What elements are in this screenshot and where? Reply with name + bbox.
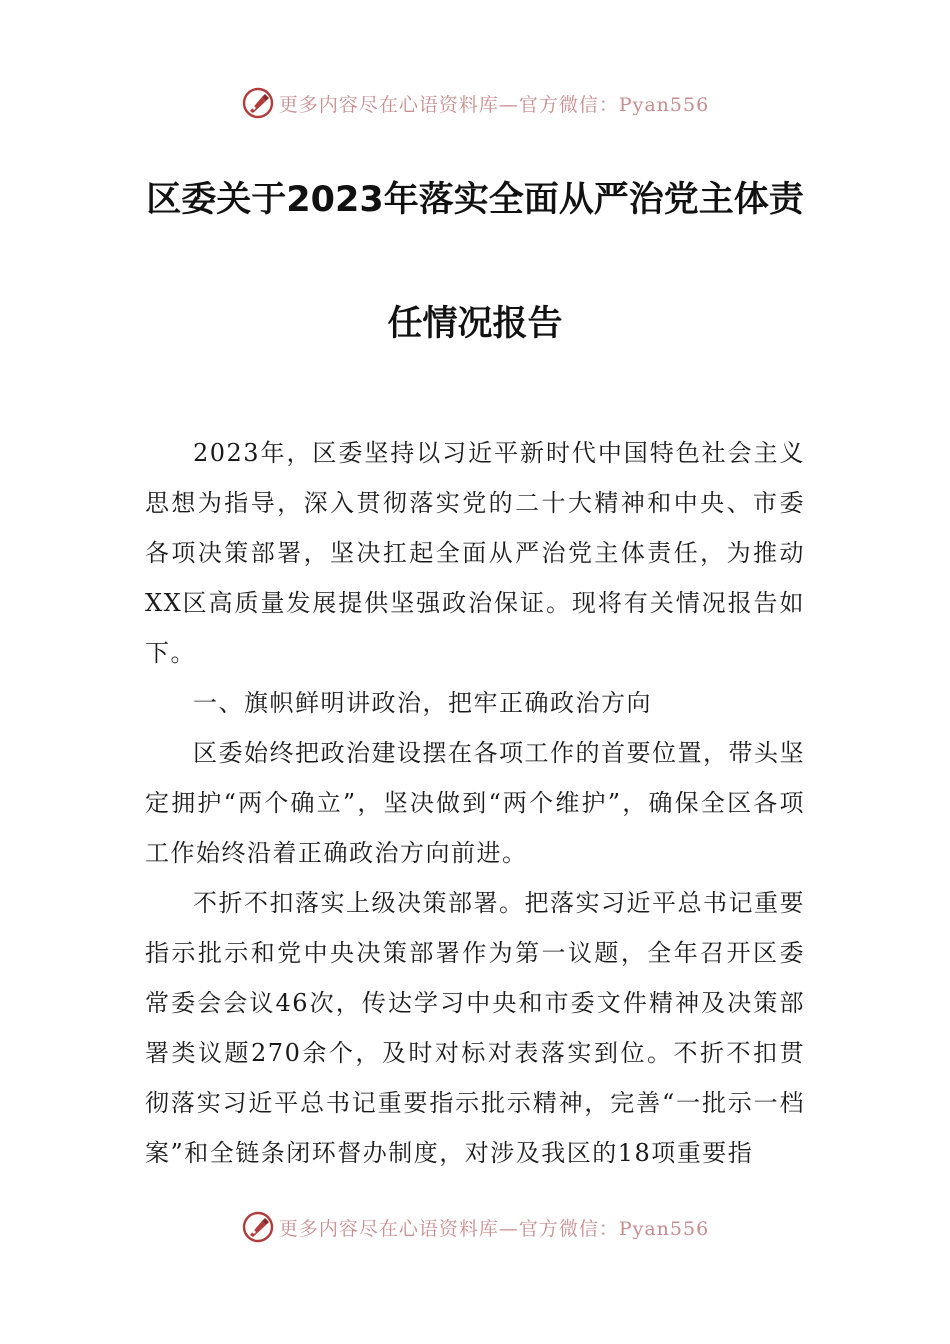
pen-nib-logo-icon (241, 86, 275, 120)
document-title-line-1: 区委关于2023年落实全面从严治党主体责 (146, 180, 804, 220)
paragraph-intro: 2023年，区委坚持以习近平新时代中国特色社会主义思想为指导，深入贯彻落实党的二十大精神和中央、市委各项决策部署，坚决扛起全面从严治党主体责任，为推动XX区高质量发展提供坚强政治保证。现将有关情况报告如下。 (145, 439, 805, 667)
paragraph-decisions: 不折不扣落实上级决策部署。把落实习近平总书记重要指示批示和党中央决策部署作为第一议题，全年召开区委常委会会议46次，传达学习中央和市委文件精神及决策部署类议题270余个，及时对标对表落实到位。不折不扣贯彻落实习近平总书记重要指示批示精神，完善“一批示一档案”和全链条闭环督办制度，对涉及我区的18项重要指 (145, 889, 805, 1167)
watermark-header (0, 86, 950, 120)
document-body (145, 428, 805, 1178)
pen-nib-logo-icon (241, 1210, 275, 1244)
watermark-text: 更多内容尽在心语资料库—官方微信：Pyan556 (278, 1217, 710, 1240)
section-heading-1: 一、旗帜鲜明讲政治，把牢正确政治方向 (193, 689, 652, 717)
watermark-footer (0, 1210, 950, 1244)
paragraph-section-1: 区委始终把政治建设摆在各项工作的首要位置，带头坚定拥护“两个确立”，坚决做到“两个维护”，确保全区各项工作始终沿着正确政治方向前进。 (145, 739, 805, 867)
document-title-line-2: 任情况报告 (387, 304, 563, 344)
watermark-text: 更多内容尽在心语资料库—官方微信：Pyan556 (278, 93, 710, 116)
